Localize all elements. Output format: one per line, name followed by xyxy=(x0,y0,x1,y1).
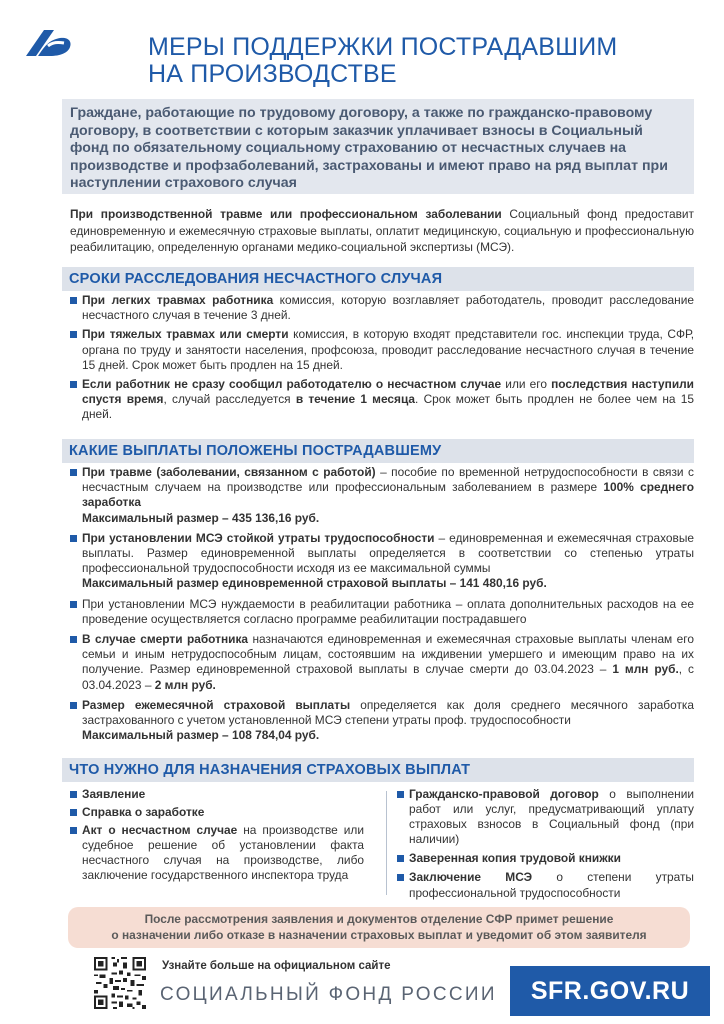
item-bold: в течение 1 месяца xyxy=(295,392,416,407)
decision-note xyxy=(68,907,690,948)
website-link[interactable]: SFR.GOV.RU xyxy=(510,966,710,1016)
list-item xyxy=(70,823,364,883)
lead-text: Социальный фонд предоставит единовременную и ежемесячную страховые выплаты, оплатит медицинскую, социальную и профессиональную реабилитацию, определенную органами медико-социальной экспертизы (МСЭ). xyxy=(70,207,694,254)
title-line-2: НА ПРОИЗВОДСТВЕ xyxy=(148,60,397,88)
documents-right-list xyxy=(397,787,694,901)
item-text: комиссия, которую возглавляет работодатель, проводит расследование несчастного случая в течение 3 дней. xyxy=(82,293,694,323)
item-text: – единовременная и ежемесячная страховые выплаты. Размер единовременной выплаты определяется в соответствии со степенью утраты профессиональной трудоспособности исходя из ее максимальной суммы xyxy=(82,530,694,576)
intro-panel: Граждане, работающие по трудовому договору, а также по гражданско-правовому договору, в соответствии с которым заказчик уплачивает взносы в Социальный фонд по обязательному социальному страхованию от несчастных случаев на производстве и профзаболеваний, застрахованы и имеют право на ряд выплат при наступлении страхового случая xyxy=(62,99,694,194)
page-title xyxy=(148,34,708,88)
item-bold: Размер ежемесячной страховой выплаты xyxy=(82,697,351,712)
item-bold: Справка о заработке xyxy=(82,805,205,820)
item-bold: Заверенная копия трудовой книжки xyxy=(409,851,621,866)
item-max-amount: Максимальный размер – 435 136,16 руб. xyxy=(82,510,320,525)
list-item xyxy=(397,851,694,866)
item-bold: При легких травмах работника xyxy=(82,293,274,307)
lead-bold: При производственной травме или профессиональном заболевании xyxy=(70,207,502,221)
item-bold: 100% среднего заработка xyxy=(82,480,694,510)
list-item xyxy=(70,698,694,744)
item-bold: При травме (заболевании, связанном с работой) xyxy=(82,465,376,479)
note-line-2: о назначении либо отказе в назначении страховых выплат и уведомит об этом заявителя xyxy=(111,928,647,942)
item-text: о степени утраты профессиональной трудоспособности xyxy=(409,870,694,900)
list-item xyxy=(70,531,694,592)
item-text: определяется как доля среднего месячного заработка застрахованного с учетом установленной МСЭ степени утраты проф. трудоспособности xyxy=(82,697,694,728)
item-bold: Гражданско-правовой договор xyxy=(409,787,599,801)
item-bold: последствия наступили спустя время xyxy=(82,377,694,407)
qr-code-icon[interactable] xyxy=(92,955,148,1011)
list-item xyxy=(70,465,694,526)
item-bold: Заявление xyxy=(82,787,146,801)
list-item xyxy=(70,293,694,323)
list-item xyxy=(70,787,364,802)
list-item xyxy=(70,377,694,423)
item-bold: 2 млн руб. xyxy=(154,677,216,692)
list-item xyxy=(70,632,694,693)
item-text: или его xyxy=(501,377,552,392)
item-max-amount: Максимальный размер – 108 784,04 руб. xyxy=(82,728,320,743)
lead-paragraph xyxy=(70,206,694,256)
item-text: . Срок может быть продлен не более чем на 15 дней. xyxy=(82,392,694,422)
list-item xyxy=(70,805,364,820)
item-text: на производстве или судебное решение об установлении факта несчастного случая на производстве, либо заключение государственного инспектора труда xyxy=(82,823,364,883)
column-divider xyxy=(386,791,387,895)
list-item xyxy=(70,597,694,627)
investigation-list xyxy=(70,293,694,423)
payments-list xyxy=(70,465,694,743)
item-max-amount: Максимальный размер единовременной страховой выплаты – 141 480,16 руб. xyxy=(82,576,547,591)
learn-more-text: Узнайте больше на официальном сайте xyxy=(162,960,391,972)
list-item xyxy=(397,870,694,900)
section-header-investigation: СРОКИ РАССЛЕДОВАНИЯ НЕСЧАСТНОГО СЛУЧАЯ xyxy=(62,267,694,291)
list-item xyxy=(397,787,694,847)
item-text: , случай расследуется xyxy=(163,392,296,407)
section-header-documents: ЧТО НУЖНО ДЛЯ НАЗНАЧЕНИЯ СТРАХОВЫХ ВЫПЛАТ xyxy=(62,758,694,782)
item-text: комиссия, в которую входят представители гос. инспекции труда, СФР, органа по труду и занятости населения, профсоюза, проводит расследование несчастного случая в течение 15 дней. Срок может быть продлен на 15 дней. xyxy=(82,327,694,372)
item-text: , с 03.04.2023 – xyxy=(82,662,694,692)
note-line-1: После рассмотрения заявления и документов отделение СФР примет решение xyxy=(144,912,614,926)
item-bold: При установлении МСЭ стойкой утраты трудоспособности xyxy=(82,530,435,545)
item-bold: Заключение МСЭ xyxy=(409,870,533,885)
item-text: назначаются единовременная и ежемесячная страховые выплаты членам его семьи и иным нетрудоспособным лицам, состоявшим на иждивении умершего и имеющим право на их получение. Размер единовременной страховой выплаты в случае смерти до 03.04.2023 – xyxy=(82,632,694,677)
item-text: – пособие по временной нетрудоспособности в связи с несчастным случаем на производстве или профессиональным заболеванием в размере xyxy=(82,465,694,495)
item-bold: При тяжелых травмах или смерти xyxy=(82,327,289,342)
item-text: о выполнении работ или услуг, предусматривающий уплату страховых взносов в Социальный фонд (при наличии) xyxy=(409,787,695,847)
item-bold: Акт о несчастном случае xyxy=(82,823,238,838)
item-bold: В случае смерти работника xyxy=(82,632,249,647)
sfr-logo-icon xyxy=(20,22,76,64)
list-item xyxy=(70,327,694,373)
item-bold: 1 млн руб. xyxy=(612,662,679,677)
item-text: При установлении МСЭ нуждаемости в реабилитации работника – оплата дополнительных расходов на ее проведение осуществляется согласно программе реабилитации пострадавшего xyxy=(82,596,694,626)
fund-name: СОЦИАЛЬНЫЙ ФОНД РОССИИ xyxy=(160,984,497,1005)
item-bold: Если работник не сразу сообщил работодателю о несчастном случае xyxy=(82,377,502,392)
title-line-1: МЕРЫ ПОДДЕРЖКИ ПОСТРАДАВШИМ xyxy=(148,33,618,61)
section-header-payments: КАКИЕ ВЫПЛАТЫ ПОЛОЖЕНЫ ПОСТРАДАВШЕМУ xyxy=(62,439,694,463)
documents-left-list xyxy=(70,787,364,884)
